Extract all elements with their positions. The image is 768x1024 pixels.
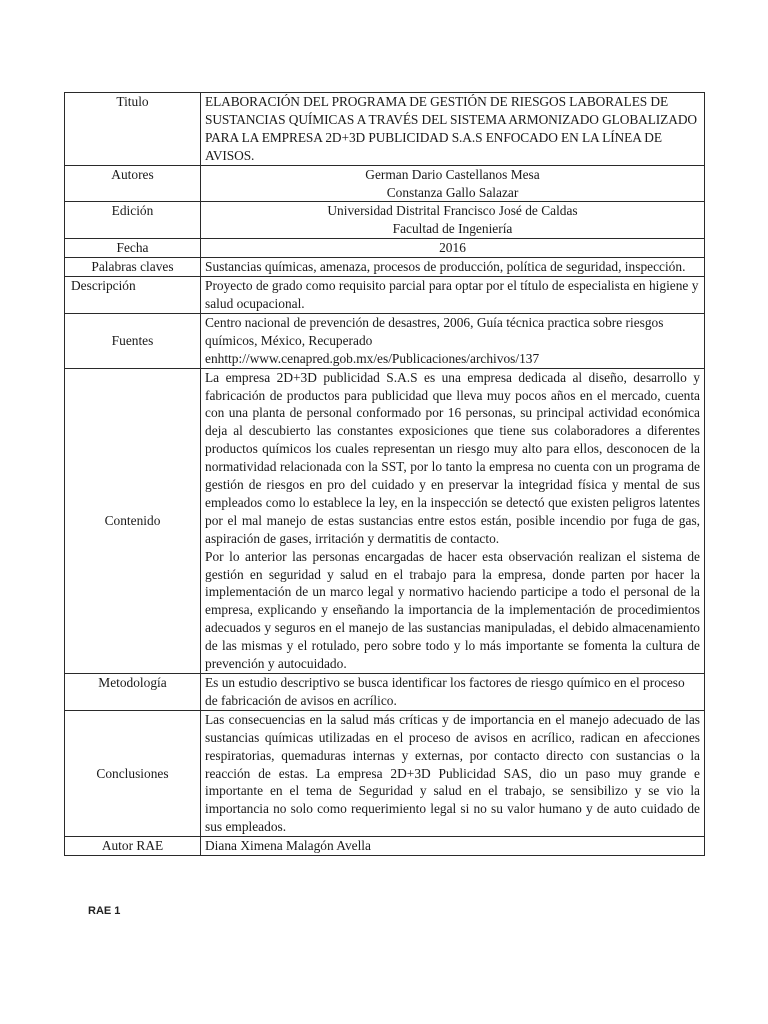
value-fecha: 2016: [201, 239, 705, 258]
label-autor-rae: Autor RAE: [65, 837, 201, 856]
value-metodologia: Es un estudio descriptivo se busca identificar los factores de riesgo químico en el proceso de fabricación de avisos en acrílico.: [201, 674, 705, 711]
contenido-paragraph-2: Por lo anterior las personas encargadas de hacer esta observación realizan el sistema de gestión en seguridad y salud en el trabajo para la empresa, donde parten por hacer la implementación de un marco legal y normativo haciendo participe a todo el personal de la empresa, explicando y enseñando la importancia de la implementación de procedimientos adecuados y seguros en el manejo de las sustancias manipuladas, el debido almacenamiento de las mismas y el rotulado, pero sobre todo y lo más importante se fomenta la cultura de prevención y autocuidado.: [205, 548, 700, 672]
row-contenido: [65, 368, 705, 673]
value-autores: [201, 165, 705, 202]
label-titulo: Titulo: [65, 93, 201, 166]
edition-university: Universidad Distrital Francisco José de Caldas: [327, 203, 578, 219]
label-fecha: Fecha: [65, 239, 201, 258]
author-1: German Dario Castellanos Mesa: [365, 166, 540, 182]
value-edicion: [201, 202, 705, 239]
value-contenido: [201, 368, 705, 673]
author-2: Constanza Gallo Salazar: [386, 184, 519, 200]
row-conclusiones: [65, 710, 705, 836]
value-conclusiones: Las consecuencias en la salud más críticas y de importancia en el manejo adecuado de las sustancias químicas utilizadas en el proceso de avisos en acrílico, radican en afecciones respiratorias, quemaduras internas y externas, por contacto directo con sustancias o la reacción de estas. La empresa 2D+3D Publicidad SAS, dio un paso muy grande e importante en el tema de Seguridad y salud en el trabajo, se sensibilizo y se vio la importancia no solo como requerimiento legal si no su valor humano y de auto cuidado de sus empleados.: [201, 710, 705, 836]
value-palabras-claves: Sustancias químicas, amenaza, procesos de producción, política de seguridad, inspección.: [201, 258, 705, 277]
value-titulo: ELABORACIÓN DEL PROGRAMA DE GESTIÓN DE RIESGOS LABORALES DE SUSTANCIAS QUÍMICAS A TRAVÉS DEL SISTEMA ARMONIZADO GLOBALIZADO PARA LA EMPRESA 2D+3D PUBLICIDAD S.A.S ENFOCADO EN LA LÍNEA DE AVISOS.: [201, 93, 705, 166]
rae-table: [64, 92, 705, 856]
row-autores: [65, 165, 705, 202]
label-fuentes: Fuentes: [65, 313, 201, 368]
row-titulo: [65, 93, 705, 166]
row-autor-rae: [65, 837, 705, 856]
row-fuentes: [65, 313, 705, 368]
label-metodologia: Metodología: [65, 674, 201, 711]
row-palabras-claves: [65, 258, 705, 277]
row-descripcion: [65, 277, 705, 314]
label-descripcion: Descripción: [65, 277, 201, 314]
label-edicion: Edición: [65, 202, 201, 239]
row-edicion: [65, 202, 705, 239]
contenido-paragraph-1: La empresa 2D+3D publicidad S.A.S es una empresa dedicada al diseño, desarrollo y fabricación de productos para publicidad que lleva muy pocos años en el mercado, cuenta con una planta de personal conformado por 16 personas, su principal actividad económica deja al descubierto las constantes exposiciones que tiene sus colaboradores a diferentes productos químicos los cuales representan un riesgo muy alto para ellos, desconocen de la normatividad relacionada con la SST, por lo tanto la empresa no cuenta con un programa de gestión de riesgos en pro del cuidado y en preservar la integridad física y mental de sus empleados como lo establece la ley, en la inspección se detectó que existen peligros latentes por el mal manejo de estas sustancias entre estos están, posible incendio por fuga de gas, aspiración de gases, irritación y dermatitis de contacto.: [205, 369, 700, 546]
edition-faculty: Facultad de Ingeniería: [392, 221, 513, 237]
value-descripcion: Proyecto de grado como requisito parcial para optar por el título de especialista en higiene y salud ocupacional.: [201, 277, 705, 314]
label-contenido: Contenido: [65, 368, 201, 673]
label-conclusiones: Conclusiones: [65, 710, 201, 836]
page-footer-label: RAE 1: [88, 905, 121, 917]
label-autores: Autores: [65, 165, 201, 202]
row-fecha: [65, 239, 705, 258]
rae-document: [64, 92, 705, 856]
row-metodologia: [65, 674, 705, 711]
label-palabras-claves: Palabras claves: [65, 258, 201, 277]
value-autor-rae: Diana Ximena Malagón Avella: [201, 837, 705, 856]
value-fuentes: Centro nacional de prevención de desastres, 2006, Guía técnica practica sobre riesgos químicos, México, Recuperado enhttp://www.cenapred.gob.mx/es/Publicaciones/archivos/137: [201, 313, 705, 368]
